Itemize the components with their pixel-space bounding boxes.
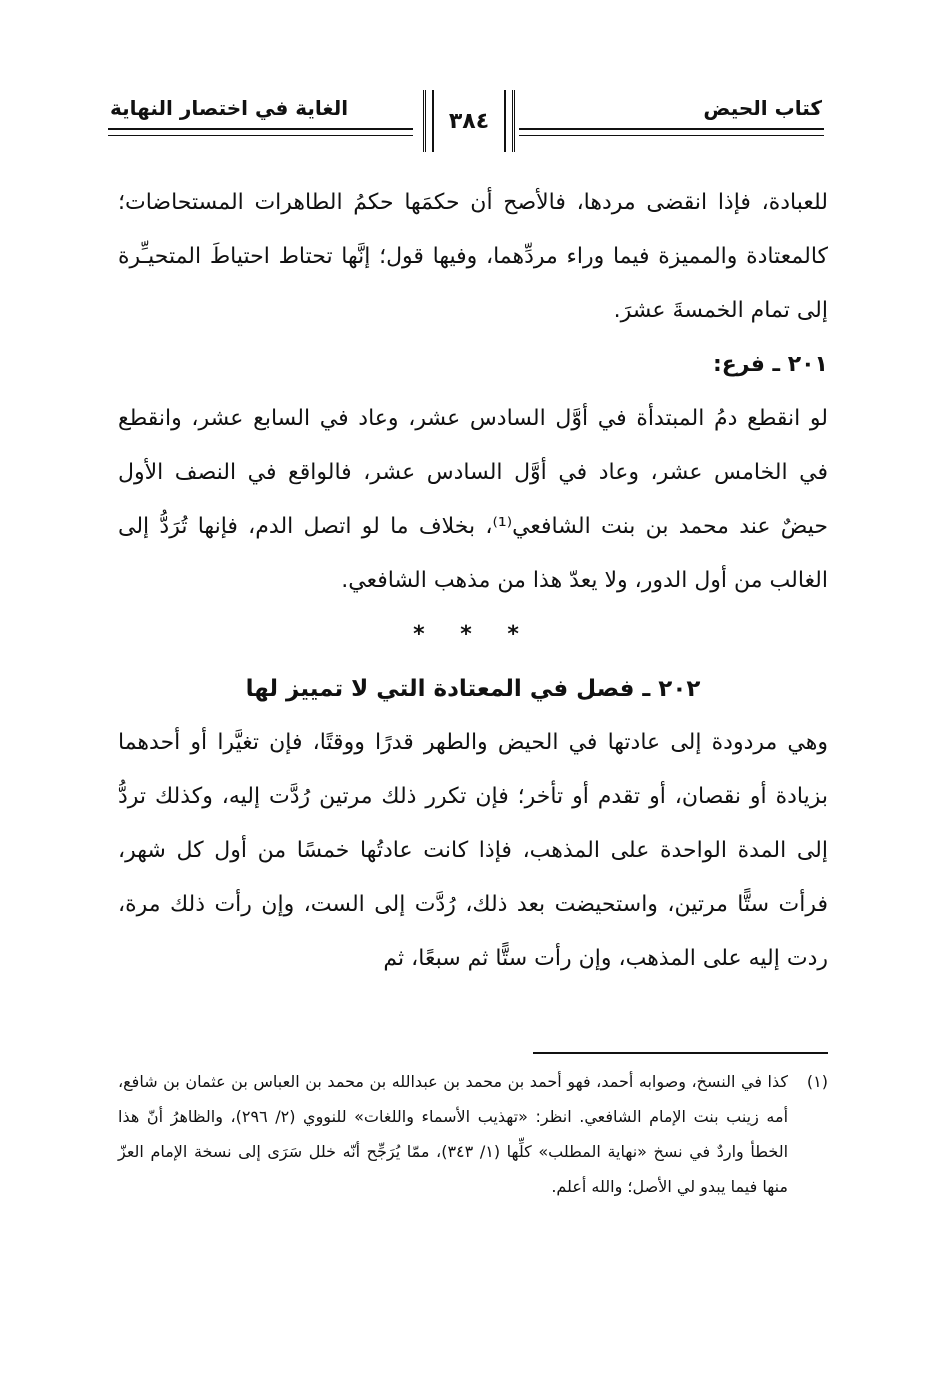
footnote-number: (١) bbox=[806, 1072, 828, 1091]
chapter-title: كتاب الحيض bbox=[703, 96, 822, 120]
page-number: ٣٨٤ bbox=[448, 108, 490, 134]
header-rule-left bbox=[108, 128, 413, 136]
book-title: الغاية في اختصار النهاية bbox=[110, 96, 349, 120]
footnote bbox=[118, 1064, 828, 1204]
main-text bbox=[118, 176, 828, 986]
page-header bbox=[108, 86, 824, 156]
header-rule-right bbox=[519, 128, 824, 136]
paragraph-2: لو انقطع دمُ المبتدأة في أوَّل السادس عشر، وعاد في السابع عشر، وانقطع في الخامس عشر، وعاد في أوَّل السادس عشر، فالواقع في النصف الأول حيضٌ عند محمد بن بنت الشافعي⁽¹⁾، بخلاف ما لو اتصل الدم، فإنها تُرَدُّ إلى الغالب من أول الدور، ولا يعدّ هذا من مذهب الشافعي. bbox=[118, 406, 828, 593]
section-title: ٢٠٢ ـ فصل في المعتادة التي لا تمييز لها bbox=[245, 676, 701, 702]
paragraph-3: وهي مردودة إلى عادتها في الحيض والطهر قدرًا ووقتًا، فإن تغيَّرا أو أحدهما بزيادة أو نقصان، أو تقدم أو تأخر؛ فإن تكرر ذلك مرتين رُدَّت إليه، وكذلك تردُّ إلى المدة الواحدة على المذهب، فإذا كانت عادتُها خمسًا من أول كل شهر، فرأت ستًّا مرتين، واستحيضت بعد ذلك، رُدَّت إلى الست، وإن رأت ذلك مرة، ردت إليه على المذهب، وإن رأت ستًّا ثم سبعًا، ثم bbox=[118, 730, 828, 971]
paragraph-1: للعبادة، فإذا انقضى مردها، فالأصح أن حكمَها حكمُ الطاهرات المستحاضات؛ كالمعتادة والمميزة فيما وراء مردِّهما، وفيها قول؛ إنَّها تحتاط احتياطَ المتحيـِّرة إلى تمام الخمسةَ عشرَ. bbox=[118, 190, 828, 323]
page-number-frame bbox=[423, 90, 515, 152]
section-separator: * * * bbox=[413, 622, 533, 647]
footnote-rule bbox=[533, 1052, 828, 1054]
branch-heading: ٢٠١ ـ فرع: bbox=[712, 352, 828, 377]
footnote-text: كذا في النسخ، وصوابه أحمد، فهو أحمد بن محمد بن عبدالله بن محمد بن العباس بن عثمان بن شافع، أمه زينب بنت الإمام الشافعي. انظر: «تهذيب الأسماء واللغات» للنووي (٢/ ٢٩٦)، والظاهرُ أنّ هذا الخطأ واردٌ في نسخ «نهاية المطلب» كلِّها (١/ ٣٤٣)، ممّا يُرَجِّح أنّه خلل سَرَى إلى نسخة الإمام العزّ منها فيما يبدو لي الأصل؛ والله أعلم. bbox=[118, 1072, 789, 1196]
